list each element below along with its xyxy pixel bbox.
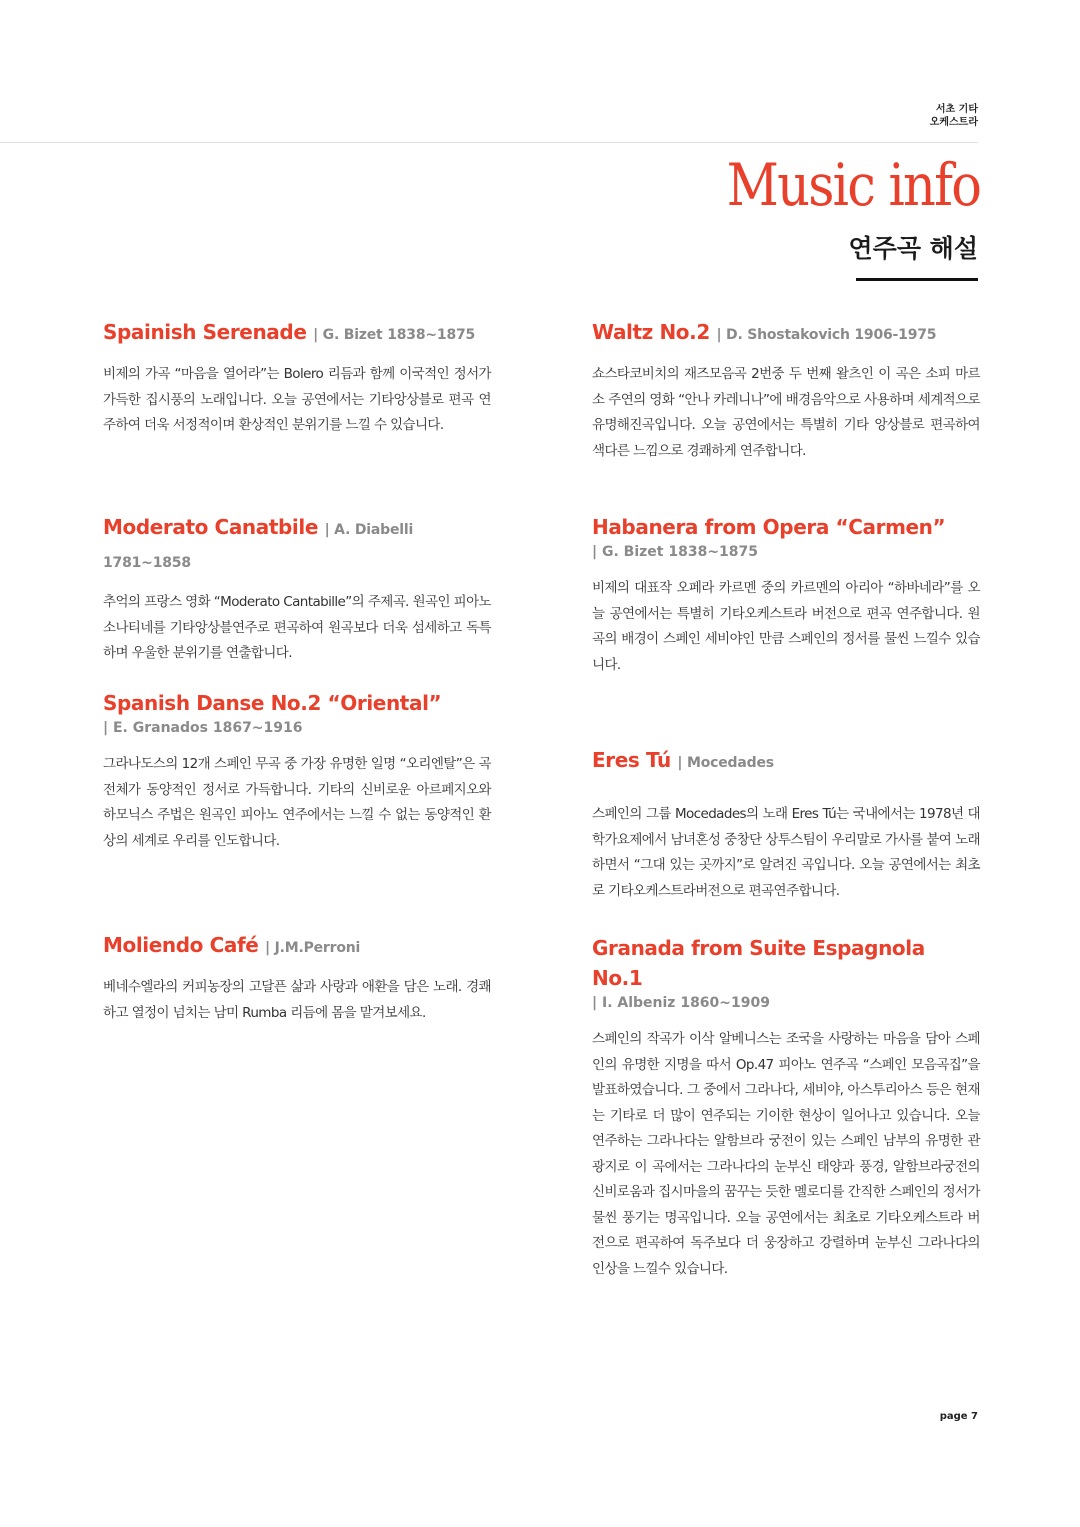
piece-title: Habanera from Opera “Carmen”: [592, 515, 946, 539]
composer-info: | Mocedades: [677, 755, 774, 771]
page-title-korean: 연주곡 해설: [848, 234, 978, 263]
composer-info: | G. Bizet 1838~1875: [592, 544, 759, 560]
title-underline: [856, 278, 978, 281]
piece-description: 스페인의 작곡가 이삭 알베니스는 조국을 사랑하는 마음을 담아 스페인의 유명한 지명을 따서 Op.47 피아노 연주곡 “스페인 모음곡집”을 발표하였습니다. 그 중에서 그라나다, 세비야, 아스투리아스 등은 현재는 기타로 더 많이 연주되는 기이한 현상이 일어나고 있습니다. 오늘 연주하는 그라나다는 알함브라 궁전이 있는 스페인 남부의 유명한 관광지로 이 곡에서는 그라나다의 눈부신 태양과 풍경, 알함브라궁전의 신비로움과 집시마을의 꿈꾸는 듯한 멜로디를 간직한 스페인의 정서가 물씬 풍기는 명곡입니다. 오늘 공연에서는 최초로 기타오케스트라 버전으로 편곡하여 독주보다 더 웅장하고 강렬하며 눈부신 그라나다의 인상을 느낄수 있습니다.: [592, 1031, 980, 1277]
program-note-moderato-cantabile: [103, 512, 491, 667]
page-title-english: Music info: [726, 151, 980, 219]
piece-title: Moderato Canatbile: [103, 515, 319, 539]
piece-title: Waltz No.2: [592, 320, 710, 344]
program-note-eres-tu: [592, 745, 980, 904]
top-divider: [0, 142, 978, 143]
program-note-spanish-danse: [103, 688, 491, 854]
piece-title-line: [103, 930, 491, 963]
program-note-granada: [592, 933, 980, 1282]
organization-name: [930, 103, 978, 129]
piece-description: 그라나도스의 12개 스페인 무곡 중 가장 유명한 일명 “오리엔탈”은 곡 전체가 동양적인 정서로 가득합니다. 기타의 신비로운 아르페지오와 하모닉스 주법은 원곡인 피아노 연주에서는 느낄 수 없는 동양적인 환상의 세계로 우리를 인도합니다.: [103, 756, 491, 849]
composer-info: | I. Albeniz 1860~1909: [592, 995, 770, 1011]
composer-info: | D. Shostakovich 1906-1975: [716, 327, 937, 343]
piece-description: 비제의 대표작 오페라 카르멘 중의 카르멘의 아리아 “하바네라”를 오늘 공연에서는 특별히 기타오케스트라 버전으로 편곡 연주합니다. 원곡의 배경이 스페인 세비야인 만큼 스페인의 정서를 물씬 느낄수 있습니다.: [592, 580, 980, 673]
piece-title: Spainish Serenade: [103, 320, 307, 344]
org-line-1: 서초 기타: [935, 104, 978, 115]
piece-title: Spanish Danse No.2 “Oriental”: [103, 691, 442, 715]
piece-description: 베네수엘라의 커피농장의 고달픈 삶과 사랑과 애환을 담은 노래. 경쾌하고 열정이 넘치는 남미 Rumba 리듬에 몸을 맡겨보세요.: [103, 979, 491, 1021]
piece-title: Eres Tú: [592, 748, 671, 772]
piece-title: Granada from Suite Espagnola No.1: [592, 936, 925, 990]
piece-title: Moliendo Café: [103, 933, 259, 957]
program-note-moliendo-cafe: [103, 930, 491, 1026]
piece-title-line: [592, 745, 980, 778]
piece-description: 추억의 프랑스 영화 “Moderato Cantabille”의 주제곡. 원곡인 피아노 소나티네를 기타앙상블연주로 편곡하여 원곡보다 더욱 섬세하고 독특하며 우울한 분위기를 연출합니다.: [103, 594, 491, 661]
piece-title-line: [103, 317, 491, 350]
page-number: page 7: [939, 1411, 978, 1422]
composer-info: | E. Granados 1867~1916: [103, 720, 303, 736]
org-line-2: 오케스트라: [929, 117, 978, 128]
piece-description: 쇼스타코비치의 재즈모음곡 2번중 두 번째 왈츠인 이 곡은 소피 마르소 주연의 영화 “안나 카레니나”에 배경음악으로 사용하며 세계적으로 유명해진곡입니다. 오늘 공연에서는 특별히 기타 앙상블로 편곡하여 색다른 느낌으로 경쾌하게 연주합니다.: [592, 366, 980, 459]
program-note-waltz-no2: [592, 317, 980, 464]
piece-description: 비제의 가곡 “마음을 열어라”는 Bolero 리듬과 함께 이국적인 정서가 가득한 집시풍의 노래입니다. 오늘 공연에서는 기타앙상블로 편곡 연주하여 더욱 서정적이며 환상적인 분위기를 느낄 수 있습니다.: [103, 366, 491, 433]
piece-title-line: [592, 317, 980, 350]
composer-info: | A. Diabelli 1781~1858: [103, 522, 414, 571]
piece-description: 스페인의 그룹 Mocedades의 노래 Eres Tú는 국내에서는 1978년 대학가요제에서 남녀혼성 중창단 상투스팀이 우리말로 가사를 붙여 노래하면서 “그대 있는 곳까지”로 알려진 곡입니다. 오늘 공연에서는 최초로 기타오케스트라버전으로 편곡연주합니다.: [592, 806, 980, 899]
program-note-spanish-serenade: [103, 317, 491, 439]
program-note-habanera: [592, 512, 980, 678]
piece-title-line: [103, 512, 491, 578]
composer-info: | G. Bizet 1838~1875: [313, 327, 476, 343]
composer-info: | J.M.Perroni: [265, 940, 361, 956]
